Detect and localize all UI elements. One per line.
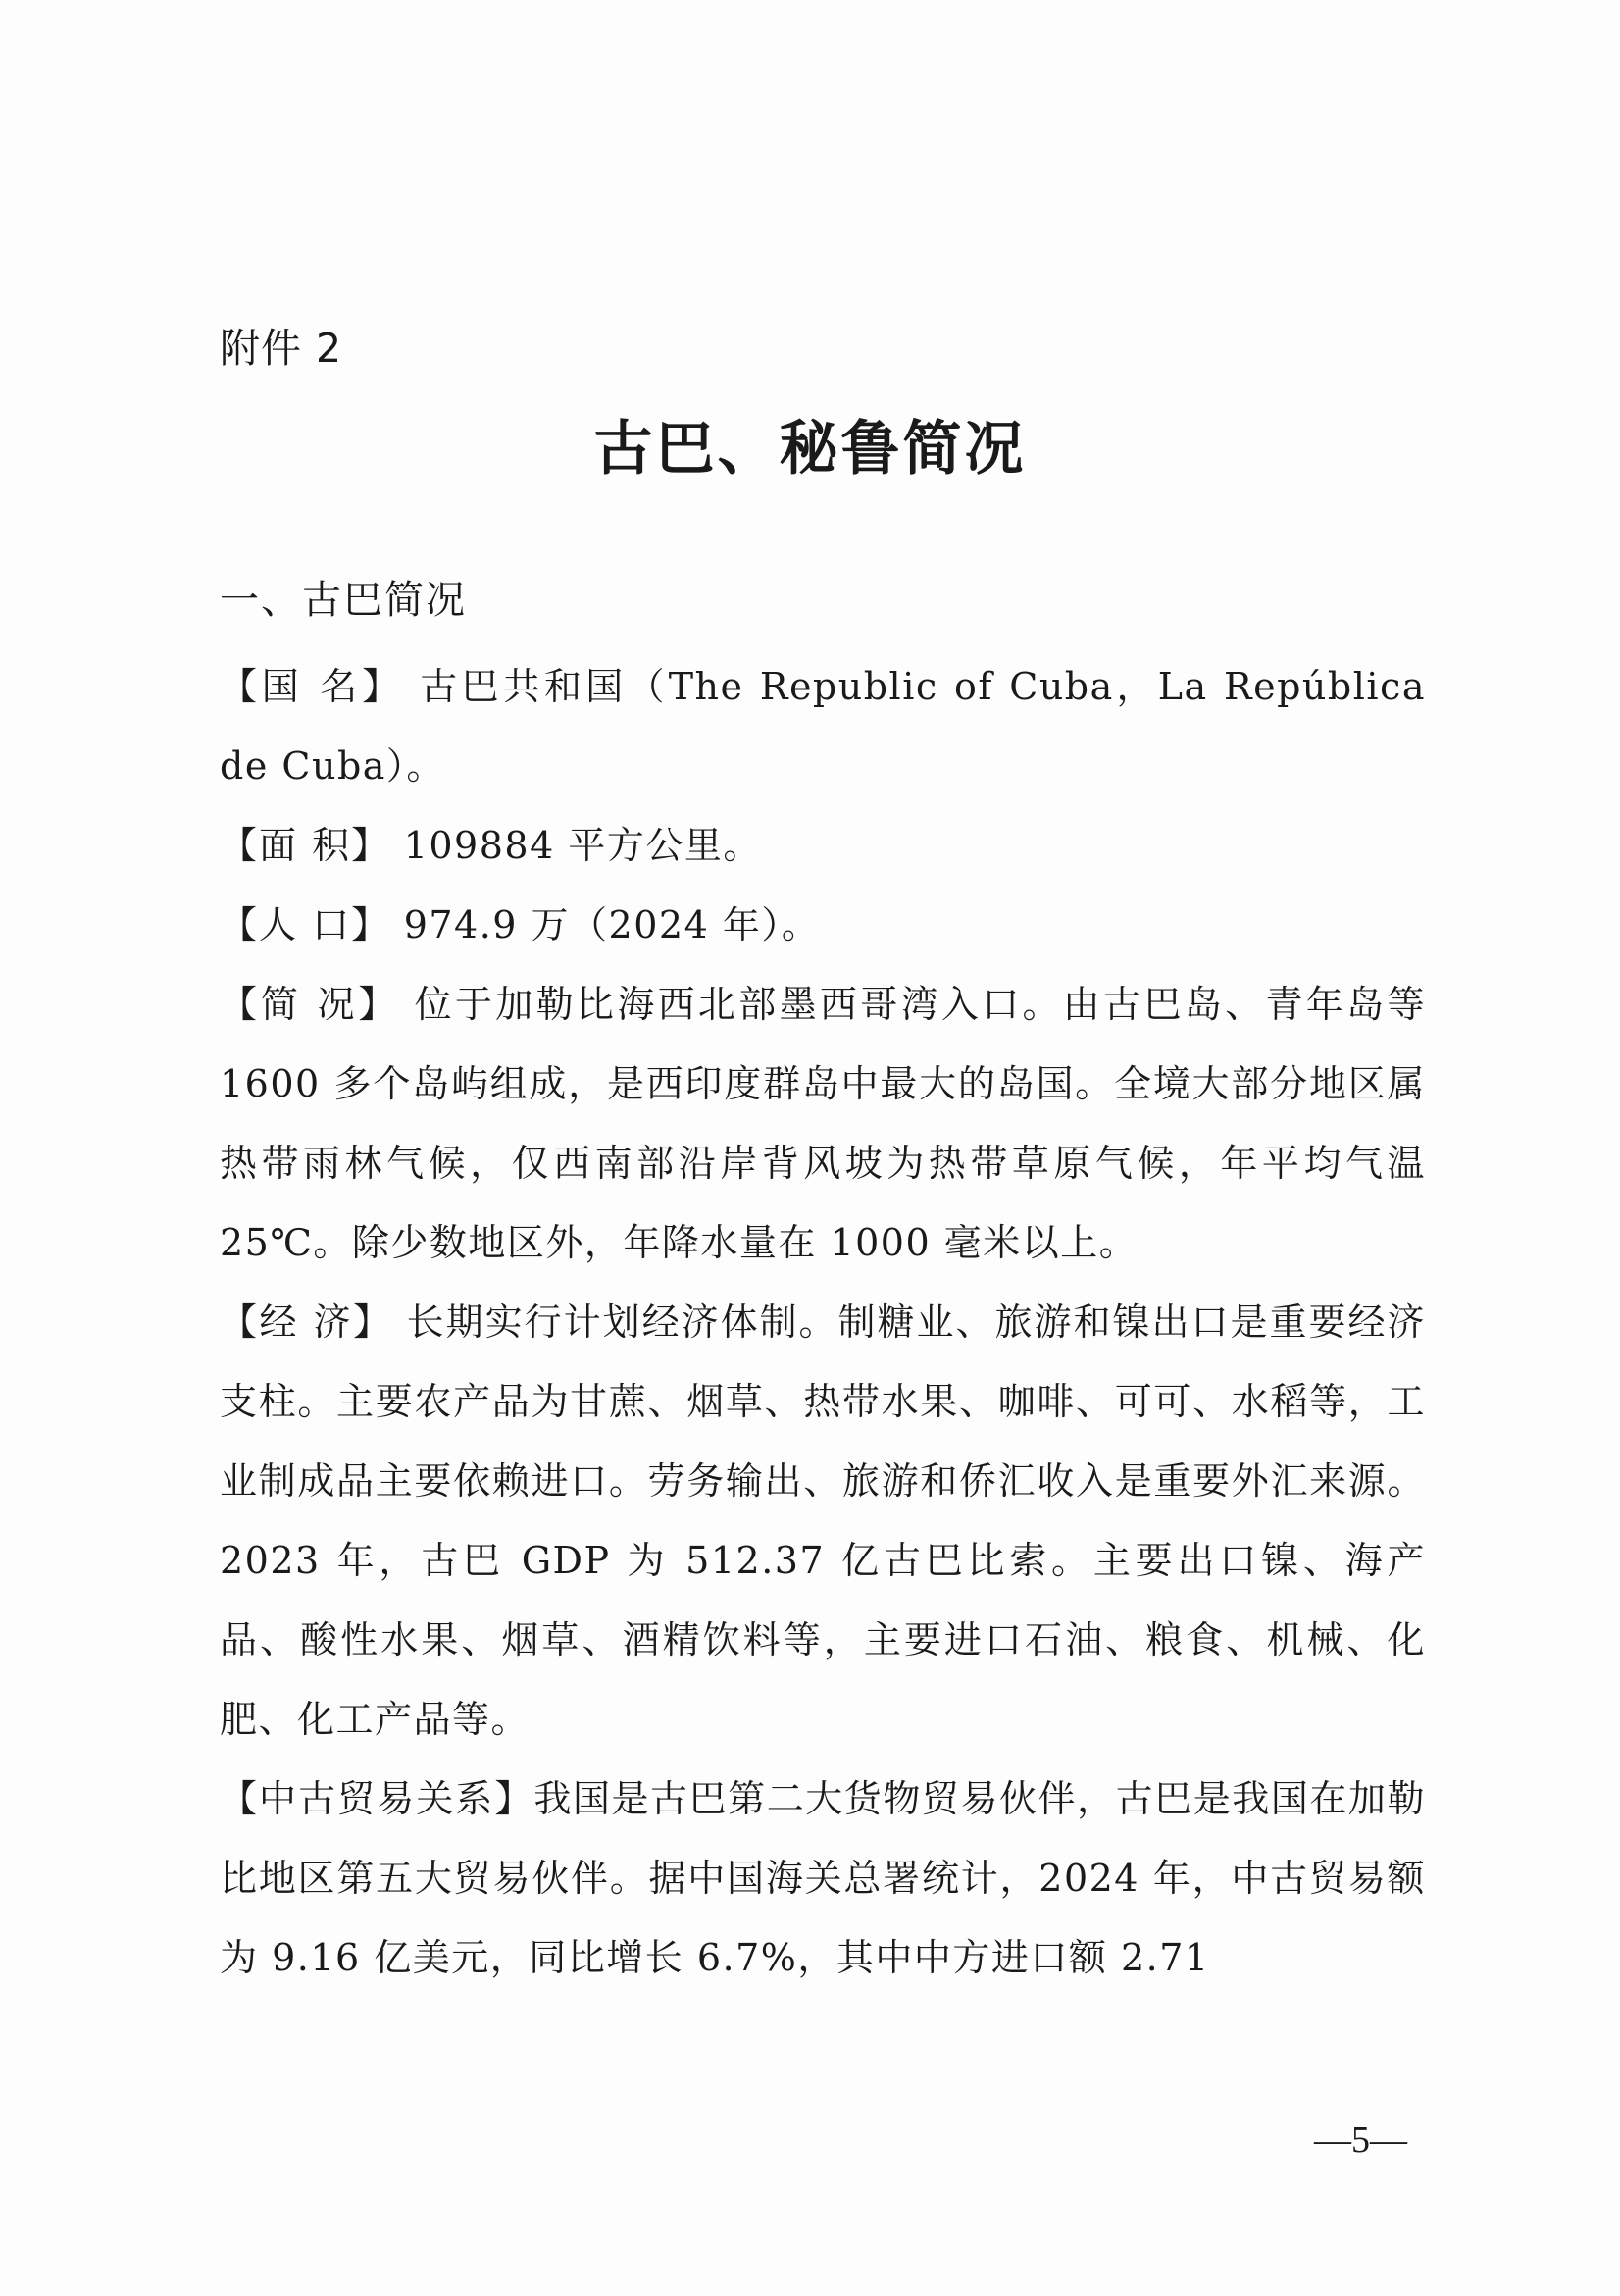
field-text: 古巴共和国（The Republic of Cuba，La República de Cuba）。	[220, 665, 1426, 788]
field-label: 【中古贸易关系】	[220, 1777, 534, 1820]
field-text: 974.9 万（2024 年）。	[403, 903, 821, 946]
field-text: 我国是古巴第二大货物贸易伙伴，古巴是我国在加勒比地区第五大贸易伙伴。据中国海关总署统计，2024 年，中古贸易额为 9.16 亿美元，同比增长 6.7%，其中中方进口额 2.71	[220, 1777, 1426, 1979]
page-title: 古巴、秘鲁简况	[593, 415, 1027, 484]
field-population	[220, 886, 1426, 965]
field-text: 109884 平方公里。	[403, 824, 762, 867]
field-trade-relations	[220, 1760, 1426, 1998]
document-body	[220, 647, 1426, 1998]
field-text: 位于加勒比海西北部墨西哥湾入口。由古巴岛、青年岛等 1600 多个岛屿组成，是西印度群岛中最大的岛国。全境大部分地区属热带雨林气候，仅西南部沿岸背风坡为热带草原气候，年平均气温 25℃。除少数地区外，年降水量在 1000 毫米以上。	[220, 983, 1426, 1264]
field-area	[220, 806, 1426, 886]
field-overview	[220, 965, 1426, 1283]
field-label: 【国 名】	[220, 665, 404, 708]
field-label: 【经 济】	[220, 1301, 393, 1344]
page-number: —5—	[1314, 2119, 1407, 2161]
field-label: 【简 况】	[220, 983, 400, 1026]
field-country-name	[220, 647, 1426, 806]
field-label: 【面 积】	[220, 824, 391, 867]
field-text: 长期实行计划经济体制。制糖业、旅游和镍出口是重要经济支柱。主要农产品为甘蔗、烟草、热带水果、咖啡、可可、水稻等，工业制成品主要依赖进口。劳务输出、旅游和侨汇收入是重要外汇来源。2023 年，古巴 GDP 为 512.37 亿古巴比索。主要出口镍、海产品、酸性水果、烟草、酒精饮料等，主要进口石油、粮食、机械、化肥、化工产品等。	[220, 1301, 1426, 1741]
field-economy	[220, 1283, 1426, 1760]
field-label: 【人 口】	[220, 903, 391, 946]
attachment-label: 附件 2	[220, 325, 343, 372]
section-heading: 一、古巴简况	[220, 578, 467, 623]
